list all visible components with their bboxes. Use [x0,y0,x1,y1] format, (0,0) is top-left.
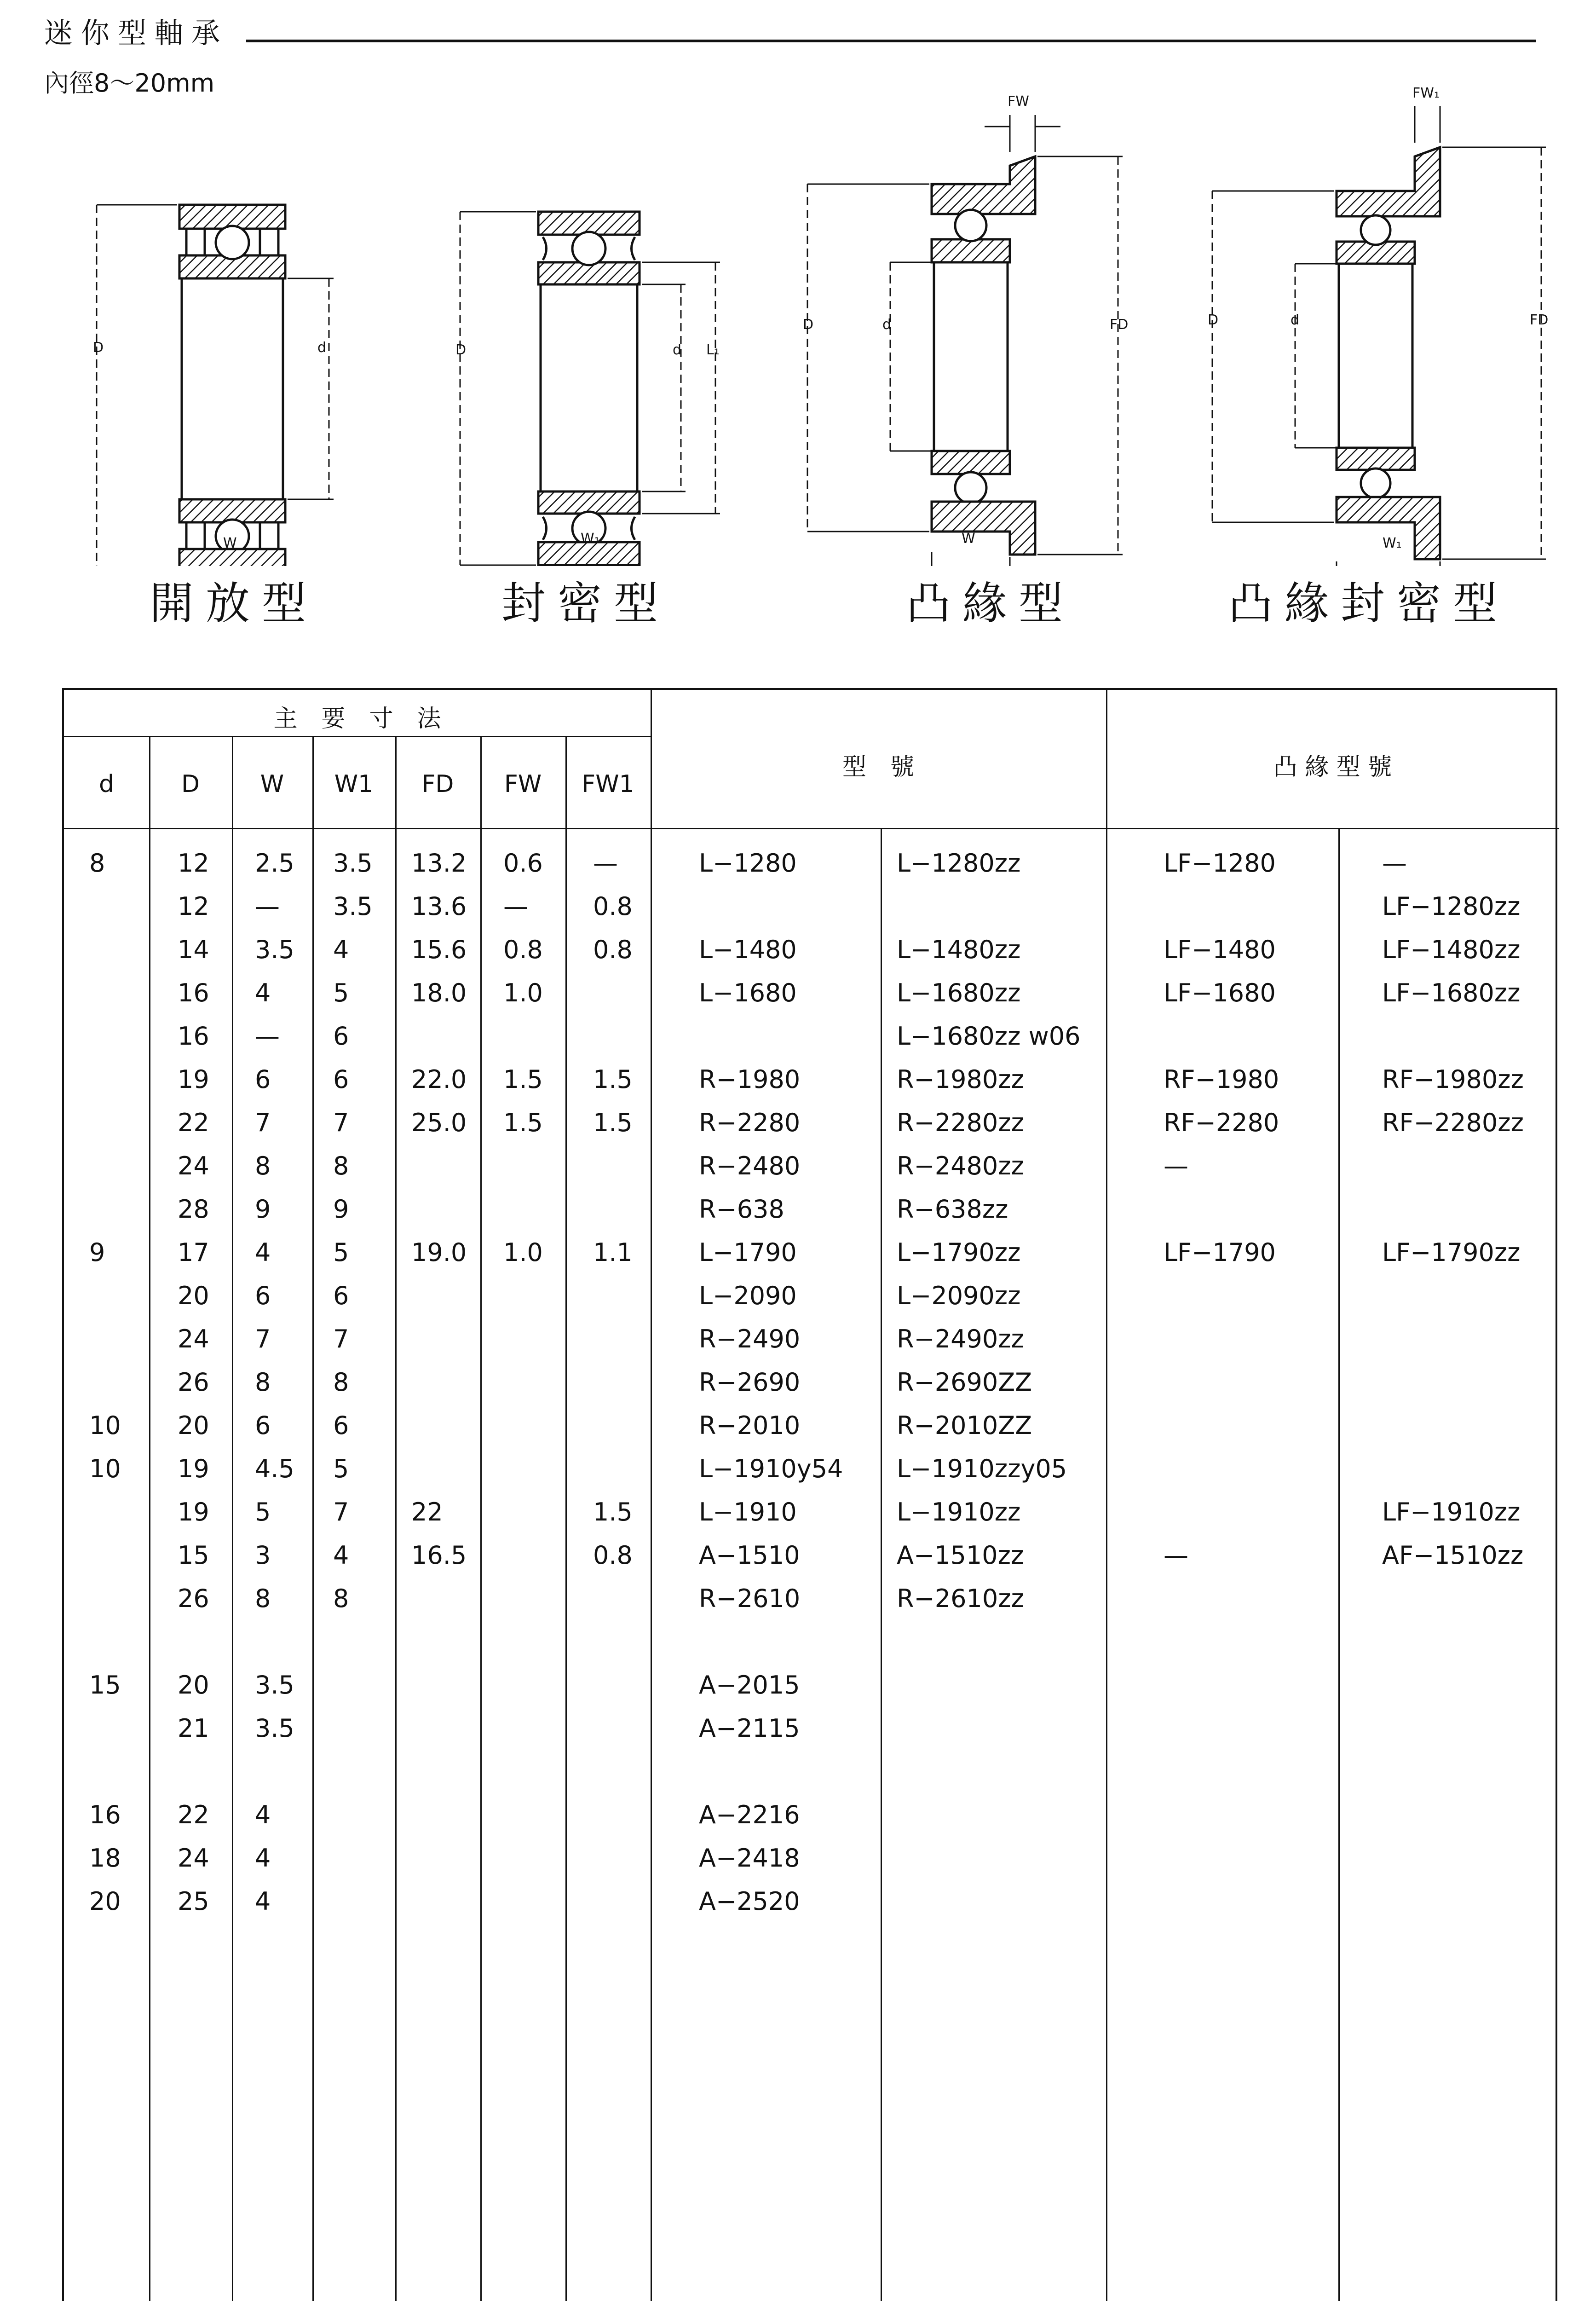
dim-d-sealed: d [673,342,682,358]
cell-d: 15 [178,1541,209,1570]
cell-model-m1: R−2690 [699,1368,801,1397]
cell-w1: 9 [333,1195,349,1224]
cell-w: 3.5 [255,1671,294,1700]
cell-w: 7 [255,1324,271,1353]
cell-fd: 13.2 [411,849,467,878]
cell-model-m1: A−1510 [699,1541,800,1570]
cell-w: 3.5 [255,935,294,964]
cell-w: 2.5 [255,849,294,878]
label-flange-sealed-type: 凸緣封密型 [1228,578,1509,629]
flange-model-header: 凸 緣 型 號 [1273,753,1392,781]
cell-d: 24 [178,1844,209,1873]
cell-fd: 22 [411,1497,443,1526]
col-header-fd: FD [421,770,454,798]
cell-fd: 22.0 [411,1065,467,1094]
col-header-fw: FW [504,770,542,798]
cell-model-m1: R−1980 [699,1065,801,1094]
cell-d: 20 [89,1887,121,1916]
cell-fd: 16.5 [411,1541,467,1570]
cell-w: 4 [255,1887,271,1916]
cell-model-m2: L−1680zz [897,978,1021,1007]
cell-d: 20 [178,1411,209,1440]
cell-w: 3.5 [255,1714,294,1743]
cell-model-m2: L−1910zzy05 [897,1454,1067,1483]
cell-fw: 1.5 [503,1065,543,1094]
cell-w: 4 [255,978,271,1007]
cell-model-m1: L−1910 [699,1497,797,1526]
cell-w1: 5 [333,978,349,1007]
cell-fw1: 1.1 [593,1238,633,1267]
col-divider [395,736,397,2301]
cell-w: 7 [255,1108,271,1137]
dim-D-flange: D [803,317,814,333]
cell-d: 22 [178,1800,209,1829]
cell-model-m1: A−2015 [699,1671,800,1700]
cell-model-m1: R−2610 [699,1584,801,1613]
cell-d: 14 [178,935,209,964]
col-header-w1: W1 [334,770,374,798]
cell-model-m1: A−2520 [699,1887,800,1916]
page-title: 迷你型軸承 [44,16,229,50]
col-divider [565,736,567,2301]
cell-d: 8 [89,849,105,878]
cell-fw: 1.0 [503,1238,543,1267]
dim-D-open: D [93,340,104,356]
cell-fd: 13.6 [411,892,467,921]
label-sealed-type: 封密型 [501,578,670,629]
cell-model-f2: AF−1510zz [1382,1541,1524,1570]
cell-d: 16 [178,978,209,1007]
cell-model-f1: RF−2280 [1164,1108,1279,1137]
cell-d: 26 [178,1368,209,1397]
cell-model-f2: LF−1280zz [1382,892,1521,921]
bearing-diagrams [0,87,1596,653]
bearing-spec-table [62,688,1557,2301]
cell-w: — [255,1022,280,1051]
cell-model-f1: LF−1280 [1164,849,1276,878]
cell-d: 19 [178,1497,209,1526]
col-divider [232,736,233,2301]
cell-d: 15 [89,1671,121,1700]
cell-model-m1: A−2216 [699,1800,800,1829]
cell-model-m2: R−2490zz [897,1324,1024,1353]
cell-model-m2: R−2690ZZ [897,1368,1032,1397]
cell-model-m2: R−2010ZZ [897,1411,1032,1440]
cell-model-f1: RF−1980 [1164,1065,1279,1094]
cell-w: 4.5 [255,1454,294,1483]
cell-model-m2: R−2610zz [897,1584,1024,1613]
cell-d: 20 [178,1281,209,1310]
cell-w1: 7 [333,1497,349,1526]
label-flange-type: 凸緣型 [906,578,1075,629]
cell-model-m2: A−1510zz [897,1541,1024,1570]
cell-model-f2: RF−2280zz [1382,1108,1524,1137]
cell-model-m2: L−1280zz [897,849,1021,878]
cell-model-m1: L−2090 [699,1281,797,1310]
cell-model-m2: L−1480zz [897,935,1021,964]
cell-w: 9 [255,1195,271,1224]
cell-model-m2: L−1680zz w06 [897,1022,1081,1051]
cell-model-m1: R−2490 [699,1324,801,1353]
cell-model-m1: L−1790 [699,1238,797,1267]
main-dimensions-header: 主 要 寸 法 [273,705,441,733]
cell-d: 10 [89,1454,121,1483]
cell-w1: 4 [333,935,349,964]
cell-fw: 1.5 [503,1108,543,1137]
cell-model-m2: L−1790zz [897,1238,1021,1267]
cell-fw: 0.8 [503,935,543,964]
cell-model-m2: R−638zz [897,1195,1008,1224]
dim-W1-sealed: W₁ [581,531,600,547]
cell-w1: 8 [333,1368,349,1397]
cell-w: 6 [255,1065,271,1094]
cell-fw: 1.0 [503,978,543,1007]
cell-w: 6 [255,1411,271,1440]
cell-w1: 6 [333,1411,349,1440]
cell-d: 20 [178,1671,209,1700]
cell-d: 19 [178,1065,209,1094]
dim-FD-flange: FD [1110,317,1129,333]
cell-model-m2: L−1910zz [897,1497,1021,1526]
cell-d: 10 [89,1411,121,1440]
cell-model-f2: RF−1980zz [1382,1065,1524,1094]
cell-w1: 8 [333,1151,349,1180]
cell-w: 6 [255,1281,271,1310]
cell-model-f2: — [1382,849,1407,878]
dim-FW1-flange-sealed: FW₁ [1412,87,1440,101]
cell-model-m1: R−2010 [699,1411,801,1440]
cell-w: 8 [255,1151,271,1180]
col-header-d: D [181,770,200,798]
col-divider [149,736,150,2301]
cell-w: — [255,892,280,921]
cell-model-m1: R−2280 [699,1108,801,1137]
cell-w: 8 [255,1368,271,1397]
cell-model-m1: A−2418 [699,1844,800,1873]
cell-d: 22 [178,1108,209,1137]
cell-model-f2: LF−1480zz [1382,935,1521,964]
cell-fw: 0.6 [503,849,543,878]
cell-model-m1: L−1910y54 [699,1454,843,1483]
subcol-divider [881,828,882,2301]
cell-w1: 6 [333,1065,349,1094]
cell-w1: 4 [333,1541,349,1570]
dim-W-flange: W [962,531,975,547]
cell-fd: 19.0 [411,1238,467,1267]
cell-d: 16 [89,1800,121,1829]
dim-W-open: W [223,535,237,551]
dim-D-flange-sealed: D [1208,312,1219,328]
dim-d-flange-sealed: d [1291,312,1300,328]
cell-w1: 7 [333,1108,349,1137]
cell-model-f1: — [1164,1541,1188,1570]
cell-fw1: 0.8 [593,892,633,921]
dim-FD-flange-sealed: FD [1530,312,1549,328]
col-header-w: W [260,770,284,798]
cell-w1: 3.5 [333,849,373,878]
subcol-divider [1338,828,1340,2301]
open-type-drawing [179,205,285,566]
col-divider [1106,690,1107,2301]
cell-model-m1: L−1680 [699,978,797,1007]
dim-d-open: d [317,340,327,356]
cell-w: 5 [255,1497,271,1526]
cell-model-f1: LF−1680 [1164,978,1276,1007]
cell-model-m1: L−1280 [699,849,797,878]
col-header-fw1: FW1 [582,770,634,798]
header-bottom-rule [64,828,1559,829]
cell-w: 4 [255,1800,271,1829]
title-rule [246,40,1536,42]
dim-W1-flange-sealed: W₁ [1383,535,1402,551]
cell-w1: 6 [333,1281,349,1310]
cell-model-m1: L−1480 [699,935,797,964]
cell-d: 26 [178,1584,209,1613]
cell-model-m1: R−638 [699,1195,784,1224]
page-subtitle: 內徑8～20mm [44,69,215,98]
cell-fw1: 0.8 [593,935,633,964]
cell-fw1: 1.5 [593,1065,633,1094]
cell-w1: 8 [333,1584,349,1613]
cell-d: 19 [178,1454,209,1483]
col-divider [312,736,314,2301]
cell-d: 12 [178,849,209,878]
cell-w: 4 [255,1238,271,1267]
cell-fw: — [503,892,528,921]
cell-model-m2: R−1980zz [897,1065,1024,1094]
col-divider [651,690,652,2301]
cell-w1: 3.5 [333,892,373,921]
col-header-d: d [98,770,114,798]
label-open-type: 開放型 [150,578,318,629]
cell-model-m2: L−2090zz [897,1281,1021,1310]
cell-fw1: 1.5 [593,1497,633,1526]
cell-w: 4 [255,1844,271,1873]
dim-L1-sealed: L₁ [706,342,720,358]
dim-D-sealed: D [455,342,467,358]
cell-model-m2: R−2280zz [897,1108,1024,1137]
cell-d: 24 [178,1324,209,1353]
cell-fw1: 1.5 [593,1108,633,1137]
cell-w1: 5 [333,1238,349,1267]
cell-model-f2: LF−1910zz [1382,1497,1521,1526]
cell-model-f1: LF−1790 [1164,1238,1276,1267]
cell-model-m1: R−2480 [699,1151,801,1180]
cell-model-f2: LF−1680zz [1382,978,1521,1007]
cell-d: 17 [178,1238,209,1267]
sealed-type-drawing [538,212,640,565]
dim-FW-flange: FW [1008,93,1029,110]
model-header: 型 號 [842,753,914,781]
cell-w: 3 [255,1541,271,1570]
cell-d: 28 [178,1195,209,1224]
cell-w1: 6 [333,1022,349,1051]
cell-d: 25 [178,1887,209,1916]
cell-model-f2: LF−1790zz [1382,1238,1521,1267]
cell-fw1: 0.8 [593,1541,633,1570]
header-divider [64,736,651,737]
cell-w: 8 [255,1584,271,1613]
cell-model-f1: — [1164,1151,1188,1180]
flange-sealed-type-drawing [1337,147,1440,559]
cell-model-m2: R−2480zz [897,1151,1024,1180]
cell-fw1: — [593,849,618,878]
flange-type-drawing [932,156,1035,555]
cell-model-f1: LF−1480 [1164,935,1276,964]
cell-model-m1: A−2115 [699,1714,800,1743]
cell-d: 24 [178,1151,209,1180]
cell-d: 21 [178,1714,209,1743]
cell-d: 18 [89,1844,121,1873]
cell-d: 9 [89,1238,105,1267]
cell-w1: 5 [333,1454,349,1483]
dim-d-flange: d [882,317,892,333]
cell-fd: 25.0 [411,1108,467,1137]
cell-fd: 15.6 [411,935,467,964]
bearing-drawings [0,87,1596,566]
cell-fd: 18.0 [411,978,467,1007]
cell-w1: 7 [333,1324,349,1353]
cell-d: 12 [178,892,209,921]
cell-d: 16 [178,1022,209,1051]
col-divider [480,736,482,2301]
